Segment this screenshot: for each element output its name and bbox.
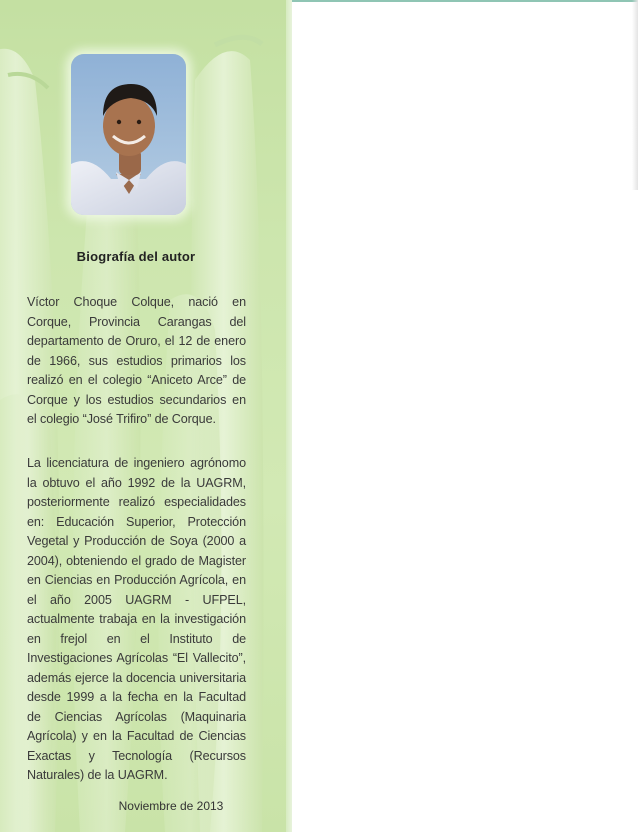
biography-title: Biografía del autor [76,249,196,264]
blank-page [292,0,638,832]
biography-paragraph-2: La licenciatura de ingeniero agrónomo la obtuvo el año 1992 de la UAGRM, posteriormente realizó especialidades en: Educación Superior, Protección Vegetal y Producción de Soya (2000 a 2004), obteniendo el grado de Magister en Ciencias en Producción Agrícola, en el año 2005 UAGRM - UFPEL, actualmente trabaja en la investigación en frejol en el Instituto de Investigaciones Agrícolas “El Vallecito”, además ejerce la docencia universitaria desde 1999 a la fecha en la Facultad de Ciencias Agrícolas (Maquinaria Agrícola) y en la Facultad de Ciencias Exactas y Tecnología (Recursos Naturales) de la UAGRM. [27,456,246,782]
author-flap [0,0,290,832]
author-photo [71,54,186,215]
biography-paragraph-1: Víctor Choque Colque, nació en Corque, Provincia Carangas del departamento de Oruro, el 12 de enero de 1966, sus estudios primarios los realizó en el colegio “Aniceto Arce” de Corque y los estudios secundarios en el colegio “José Trifiro” de Corque. [27,295,246,426]
author-portrait-photo-icon [71,54,186,215]
page-edge-shadow [632,0,638,190]
publication-date: Noviembre de 2013 [118,799,224,813]
page-top-rule [292,0,638,2]
